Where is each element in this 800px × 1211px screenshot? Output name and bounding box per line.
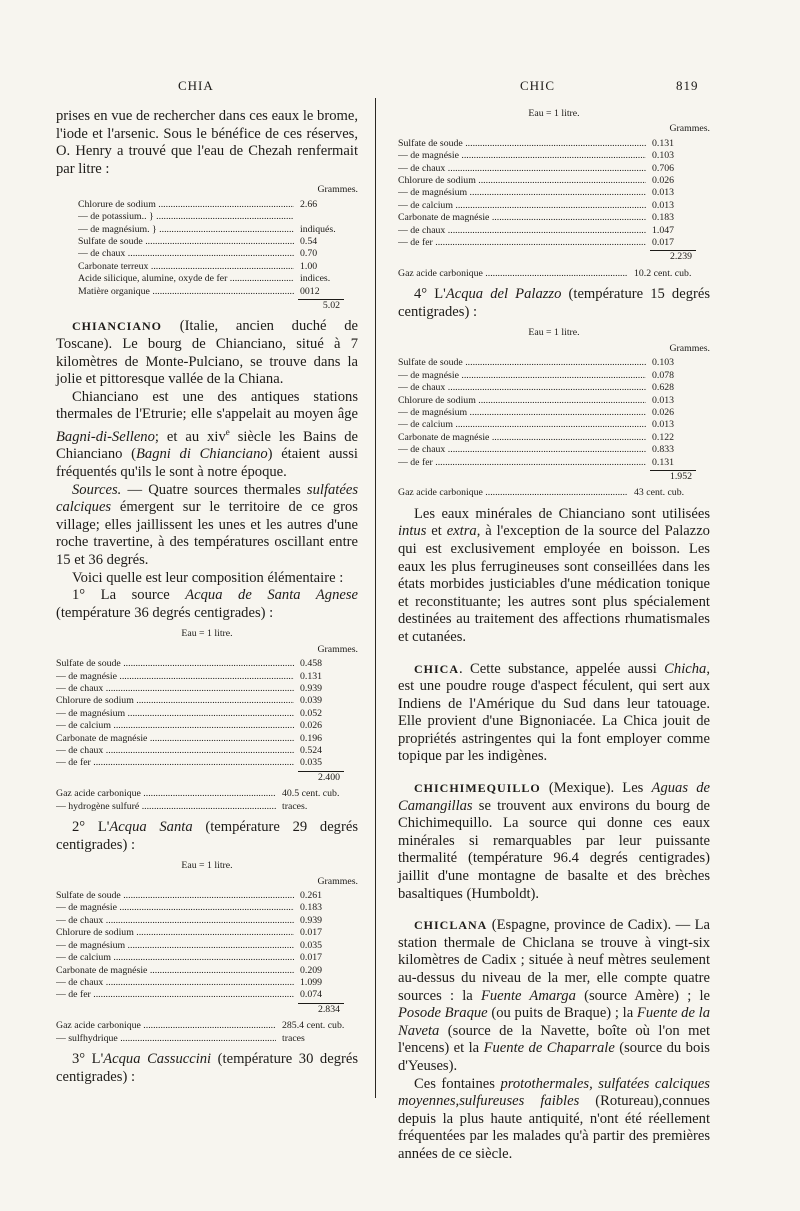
row-label: Chlorure de sodium ..... <box>398 175 646 187</box>
table-row <box>398 187 710 199</box>
gas-value: 10.2 cent. cub. <box>634 267 692 279</box>
table-row <box>56 977 358 989</box>
table-row <box>398 163 710 175</box>
row-value: 0.035 <box>300 939 323 951</box>
running-head-left: CHIA <box>178 78 214 93</box>
row-value: 0.103 <box>652 357 675 369</box>
row-label: — de magnésie ..... <box>398 150 646 162</box>
row-label: Carbonate de magnésie ..... <box>56 733 294 745</box>
table-unit: Eau = 1 litre. <box>181 860 233 872</box>
row-label: — de magnésie ..... <box>56 902 294 914</box>
row-label: Sulfate de soude ..... <box>398 138 646 150</box>
row-label: Chlorure de sodium ..... <box>56 695 294 707</box>
row-value: 0.131 <box>652 137 675 149</box>
table-row <box>398 370 710 382</box>
row-label: — de chaux ..... <box>398 444 646 456</box>
row-value: 0.013 <box>652 419 675 431</box>
table-row <box>398 395 710 407</box>
table-row <box>56 695 358 707</box>
row-value: 0.261 <box>300 890 323 902</box>
row-value: 0.017 <box>300 927 323 939</box>
row-label: — de fer ..... <box>56 757 294 769</box>
row-value: indices. <box>300 273 331 285</box>
row-value: 0.196 <box>300 732 323 744</box>
row-value: 0.013 <box>652 187 675 199</box>
row-label: — de chaux ..... <box>56 977 294 989</box>
gas-label: — sulfhydrique ..... <box>56 1033 276 1045</box>
row-label: — de chaux ..... <box>78 248 294 260</box>
row-value: 0.039 <box>300 695 323 707</box>
gas-label: — hydrogène sulfuré ..... <box>56 801 276 813</box>
table-header: Grammes. <box>669 123 710 135</box>
table-unit: Eau = 1 litre. <box>528 327 580 339</box>
table-row <box>398 407 710 419</box>
table-row <box>398 200 710 212</box>
gas-value: 40.5 cent. cub. <box>282 788 340 800</box>
row-value: 0012 <box>300 285 320 297</box>
row-label: Carbonate de magnésie ..... <box>56 965 294 977</box>
table-row <box>78 286 358 298</box>
chiclana-entry: CHICLANA (Espagne, province de Cadix). — La station thermale de Chiclana se trouve à vingt-six kilomètres de Cadix ; située à neuf mètres seulement au-dessus du niveau de la mer, elle compte quatre sources : la Fuente Amarga (source Amère) ; le Posode Braque (ou puits de Braque) ; la Fuente de la Naveta (source de la Navette, boîte où l'on met l'encens) et la Fuente de Chaparrale (source du bois d'Yeuses). <box>398 917 710 1074</box>
table-unit: Eau = 1 litre. <box>528 108 580 119</box>
table-row <box>398 150 710 162</box>
source-1-heading: 1° La source Acqua de Santa Agnese (température 36 degrés centigrades) : <box>56 587 358 621</box>
row-label: — de chaux ..... <box>398 163 646 175</box>
table-total: 2.834 <box>317 1003 340 1015</box>
row-value: 0.131 <box>300 670 323 682</box>
chezah-analysis-table <box>78 184 358 312</box>
row-label: Sulfate de soude ..... <box>398 357 646 369</box>
row-value: 0.017 <box>652 237 675 249</box>
santa-agnese-analysis-table <box>56 628 358 813</box>
left-column <box>56 108 358 1086</box>
row-value: 0.833 <box>652 444 675 456</box>
table-row <box>398 138 710 150</box>
row-value: 1.00 <box>300 260 318 272</box>
chiclana-history-paragraph: Ces fontaines protothermales, sulfatées calciques moyennes,sulfureuses faibles (Rotureau),connues depuis la plus haute antiquité, n'ont été réellement fréquentées par les malades qu'à partir des premières années de ce siècle. <box>398 1075 710 1162</box>
row-value: 0.017 <box>300 952 323 964</box>
row-label: Sulfate de soude ..... <box>56 658 294 670</box>
composition-intro: Voici quelle est leur composition élémentaire : <box>72 569 344 586</box>
row-label: Acide silicique, alumine, oxyde de fer ..... <box>78 273 294 285</box>
row-label: — de fer ..... <box>56 989 294 1001</box>
gas-value: 285.4 cent. cub. <box>282 1020 345 1032</box>
gas-row <box>398 268 710 280</box>
row-value: indiqués. <box>300 223 336 235</box>
row-value: 0.131 <box>652 456 675 468</box>
row-label: — de fer ..... <box>398 457 646 469</box>
row-label: Chlorure de sodium ..... <box>56 927 294 939</box>
table-row <box>398 419 710 431</box>
gas-row <box>56 1033 358 1045</box>
sources-paragraph: Sources. — Quatre sources thermales sulfatées calciques émergent sur le territoire de ce gros village; elles jaillissent les unes et les autres d'une roche travertine, à des températures oscillant entre 15 et 36 degrés. <box>56 481 358 569</box>
row-label: — de magnésium. } ..... <box>78 224 294 236</box>
table-row <box>56 745 358 757</box>
row-label: — de magnésie ..... <box>398 370 646 382</box>
chianciano-entry: CHIANCIANO (Italie, ancien duché de Toscane). Le bourg de Chianciano, situé à 7 kilomètres de Monte-Pulciano, se trouve dans la jolie et pittoresque vallée de la Chiana. <box>56 318 358 388</box>
gas-label: Gaz acide carbonique ..... <box>398 487 628 499</box>
row-label: — de chaux ..... <box>398 382 646 394</box>
table-row <box>398 444 710 456</box>
row-label: — de chaux ..... <box>398 225 646 237</box>
table-row <box>78 248 358 260</box>
row-value: 0.70 <box>300 248 318 260</box>
row-value: 0.458 <box>300 658 323 670</box>
palazzo-analysis-table <box>398 327 710 499</box>
entry-title-chichimequillo: CHICHIMEQUILLO <box>414 781 541 796</box>
chica-entry: CHICA. Cette substance, appelée aussi Chicha, est une poudre rouge d'aspect féculent, qui sert aux Indiens de l'Amérique du Sud dans leur tatouage. Elle provient d'une Bignoniacée. La Chica jouit de propriétés astringentes qui la font employer comme topique par les indigènes. <box>398 660 710 765</box>
table-row <box>56 940 358 952</box>
gas-value: traces. <box>282 800 308 812</box>
row-value: 0.026 <box>652 406 675 418</box>
row-label: — de calcium ..... <box>56 952 294 964</box>
row-value: 0.013 <box>652 199 675 211</box>
gas-value: traces <box>282 1032 305 1044</box>
table-row <box>56 720 358 732</box>
right-column <box>398 108 710 1164</box>
row-label: — de fer ..... <box>398 237 646 249</box>
entry-title-chiclana: CHICLANA <box>414 918 488 933</box>
row-value: 2.66 <box>300 198 318 210</box>
source-4-heading: 4° L'Acqua del Palazzo (température 15 degrés centigrades) : <box>398 286 711 320</box>
row-value: 0.628 <box>652 382 675 394</box>
table-row <box>78 199 358 211</box>
row-value: 0.103 <box>652 150 675 162</box>
gas-row <box>56 801 358 813</box>
table-row <box>56 757 358 769</box>
chichimequillo-entry: CHICHIMEQUILLO (Mexique). Les Aguas de Camangillas se trouvent aux environs du bourg de Chichimequillo. La source qui donne ces eaux minérales si remarquables par leur puissante thermalité (température 96.4 degrés centigrades) jaillit d'une montagne de basalte et des brèches basaltiques (Humboldt). <box>398 780 710 902</box>
table-row <box>78 261 358 273</box>
gas-value: 43 cent. cub. <box>634 487 685 499</box>
row-value: 0.939 <box>300 914 323 926</box>
row-value: 0.939 <box>300 683 323 695</box>
row-label: — de magnésie ..... <box>56 671 294 683</box>
row-value: 0.078 <box>652 369 675 381</box>
row-value: 0.026 <box>300 720 323 732</box>
row-value: 0.706 <box>652 162 675 174</box>
source-3-heading: 3° L'Acqua Cassuccini (température 30 degrés centigrades) : <box>56 1050 359 1085</box>
intro-paragraph: prises en vue de rechercher dans ces eaux le brome, l'iode et l'arsenic. Sous le bénéfice de ces réserves, O. Henry a trouvé que l'eau de Chezah renfermait par litre : <box>56 108 358 177</box>
table-row <box>398 175 710 187</box>
row-label: Sulfate de soude ..... <box>78 236 294 248</box>
gas-row <box>56 788 358 800</box>
table-row <box>56 683 358 695</box>
table-total: 2.239 <box>669 251 692 263</box>
row-label: — de calcium ..... <box>56 720 294 732</box>
table-row <box>398 382 710 394</box>
table-row <box>56 733 358 745</box>
table-row <box>56 671 358 683</box>
table-header: Grammes. <box>669 342 710 354</box>
row-value: 0.122 <box>652 431 675 443</box>
row-label: — de chaux ..... <box>56 683 294 695</box>
table-row <box>398 237 710 249</box>
gas-row <box>56 1020 358 1032</box>
table-row <box>398 457 710 469</box>
table-row <box>398 212 710 224</box>
table-row <box>78 236 358 248</box>
acqua-santa-analysis-table <box>56 860 358 1045</box>
table-header: Grammes. <box>317 643 358 655</box>
table-row <box>78 224 358 236</box>
table-header: Grammes. <box>317 875 358 887</box>
table-row <box>56 989 358 1001</box>
row-value: 0.183 <box>652 212 675 224</box>
row-value: 0.524 <box>300 745 323 757</box>
table-total: 1.952 <box>669 470 692 482</box>
gas-label: Gaz acide carbonique ..... <box>398 268 628 280</box>
source-2-heading: 2° L'Acqua Santa (température 29 degrés centigrades) : <box>56 819 358 853</box>
row-label: Carbonate de magnésie ..... <box>398 432 646 444</box>
row-label: — de calcium ..... <box>398 419 646 431</box>
table-row <box>56 915 358 927</box>
table-row <box>398 225 710 237</box>
row-label: — de potassium.. } ..... <box>78 211 294 223</box>
row-value: 0.209 <box>300 964 323 976</box>
row-value: 0.013 <box>652 394 675 406</box>
row-label: — de calcium ..... <box>398 200 646 212</box>
row-label: Sulfate de soude ..... <box>56 890 294 902</box>
table-row <box>56 658 358 670</box>
gas-label: Gaz acide carbonique ..... <box>56 1020 276 1032</box>
row-value: 1.047 <box>652 224 675 236</box>
row-label: — de chaux ..... <box>56 915 294 927</box>
row-label: — de chaux ..... <box>56 745 294 757</box>
row-label: Carbonate de magnésie ..... <box>398 212 646 224</box>
row-label: Matière organique ..... <box>78 286 294 298</box>
cassuccini-analysis-table <box>398 108 710 280</box>
table-row <box>56 952 358 964</box>
table-row <box>56 965 358 977</box>
usage-paragraph: Les eaux minérales de Chianciano sont utilisées intus et extra, à l'exception de la source del Palazzo qui est exclusivement employée en boisson. Les eaux les plus ferrugineuses sont conseillées dans les états morbides justiciables d'une médication tonique et reconstituante; les autres sont plus spécialement destinées au traitement des affections rhumatismales et cutanées. <box>398 505 710 645</box>
table-unit: Eau = 1 litre. <box>181 628 233 640</box>
row-value: 1.099 <box>300 976 323 988</box>
entry-title-chianciano: CHIANCIANO <box>72 319 163 334</box>
row-value: 0.035 <box>300 757 323 769</box>
row-label: Chlorure de sodium ..... <box>78 199 294 211</box>
table-row <box>56 927 358 939</box>
table-total: 2.400 <box>317 771 340 783</box>
table-row <box>56 890 358 902</box>
row-label: — de magnésium ..... <box>398 187 646 199</box>
table-row <box>398 357 710 369</box>
row-value: 0.074 <box>300 989 323 1001</box>
row-label: — de magnésium ..... <box>56 940 294 952</box>
table-row <box>78 211 358 223</box>
gas-row <box>398 487 710 499</box>
gas-label: Gaz acide carbonique ..... <box>56 788 276 800</box>
row-label: Carbonate terreux ..... <box>78 261 294 273</box>
table-header: Grammes. <box>317 184 358 196</box>
entry-title-chica: CHICA <box>414 661 460 676</box>
page-number: 819 <box>676 78 699 93</box>
chianciano-history-paragraph: Chianciano est une des antiques stations thermales de l'Etrurie; elle s'appelait au moyen âge Bagni-di-Selleno; et au xiv$^e$ siècle les Bains de Chianciano (Bagni di Chianciano) étaient aussi fréquentés qu'ils le sont à notre époque. <box>56 388 358 481</box>
table-total: 5.02 <box>322 300 340 312</box>
row-value: 0.052 <box>300 707 323 719</box>
column-divider <box>375 98 376 1098</box>
table-row <box>78 273 358 285</box>
table-row <box>56 902 358 914</box>
row-label: Chlorure de sodium ..... <box>398 395 646 407</box>
running-head-center: CHIC <box>520 78 556 93</box>
row-label: — de magnésium ..... <box>398 407 646 419</box>
row-value: 0.54 <box>300 236 318 247</box>
table-row <box>56 708 358 720</box>
row-label: — de magnésium ..... <box>56 708 294 720</box>
row-value: 0.183 <box>300 902 323 914</box>
table-row <box>398 432 710 444</box>
row-value: 0.026 <box>652 175 675 187</box>
